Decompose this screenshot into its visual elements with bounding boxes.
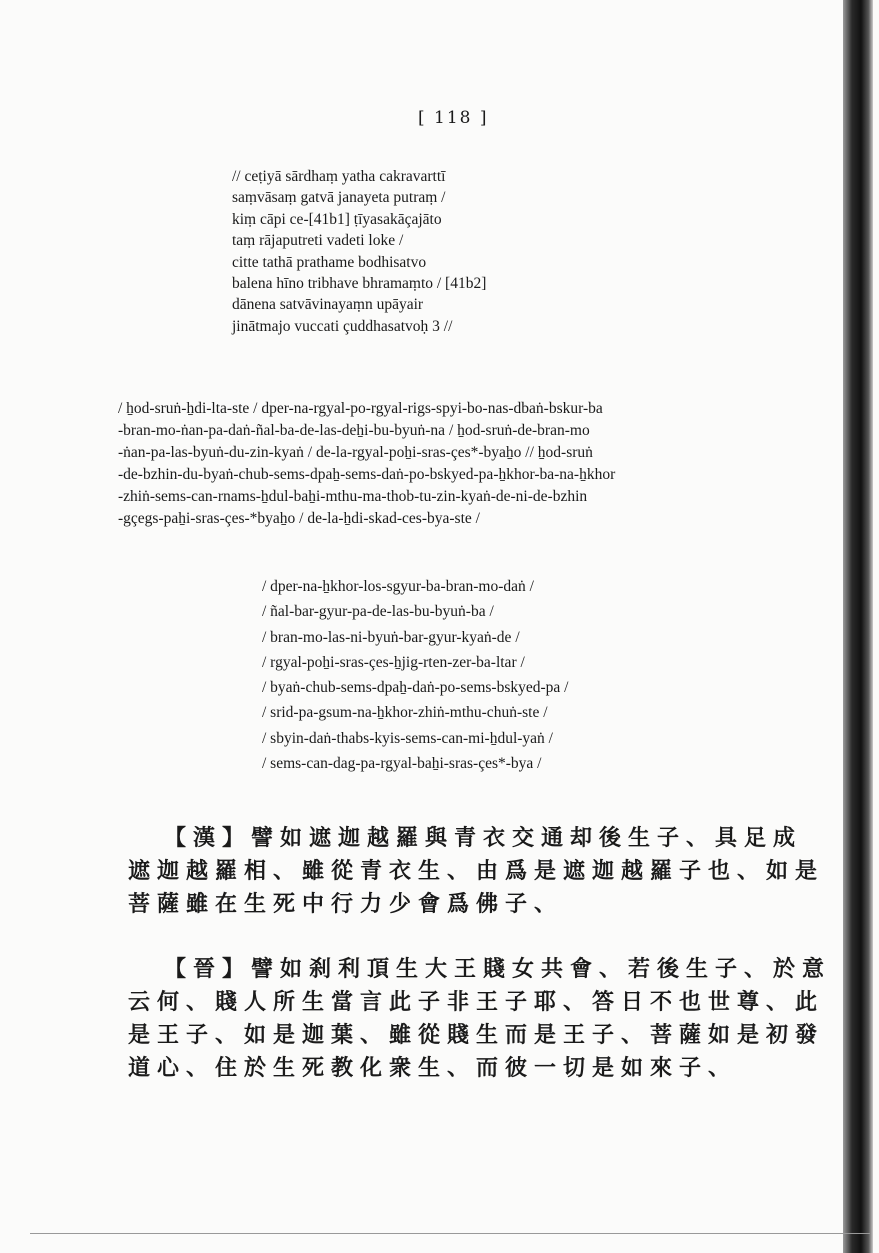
verse-line: kiṃ cāpi ce-[41b1] ṭīyasakāçajāto [232,210,442,228]
sanskrit-verse [232,166,486,337]
verse-line: saṃvāsaṃ gatvā janayeta putraṃ / [232,189,446,207]
verse-line: / bran-mo-las-ni-byuṅ-bar-gyur-kyaṅ-de / [262,628,520,646]
zh-line: 菩薩雖在生死中行力少會爲佛子、 [128,891,564,917]
verse-line: / byaṅ-chub-sems-dpaẖ-daṅ-po-sems-bskyed-pa / [262,679,569,697]
zh-line: 云何、賤人所生當言此子非王子耶、答日不也世尊、此 [128,989,825,1015]
verse-line: / srid-pa-gsum-na-ẖkhor-zhiṅ-mthu-chuṅ-ste / [262,704,548,722]
prose-line: -ṅan-pa-las-byuṅ-du-zin-kyaṅ / de-la-rgyal-poẖi-sras-çes*-byaẖo // ẖod-sruṅ [118,444,593,461]
zh-line: 【漢】譬如遮迦越羅與青衣交通却後生子、具足成 [164,825,803,851]
chinese-han-translation [128,822,825,921]
verse-line: balena hīno tribhave bhramaṃto / [41b2] [232,275,487,293]
chinese-jin-translation [128,953,832,1085]
verse-line: / ñal-bar-gyur-pa-de-las-bu-byuṅ-ba / [262,603,494,621]
verse-line: dānena satvāvinayaṃn upāyair [232,296,424,314]
verse-line: / rgyal-poẖi-sras-çes-ẖjig-rten-zer-ba-ltar / [262,653,525,671]
zh-line: 是王子、如是迦葉、雖從賤生而是王子、菩薩如是初發 [128,1022,825,1048]
prose-line: -zhiṅ-sems-can-rnams-ẖdul-baẖi-mthu-ma-thob-tu-zin-kyaṅ-de-ni-de-bzhin [118,488,588,505]
book-binding-edge [843,0,873,1253]
verse-line: // ceṭiyā sārdhaṃ yatha cakravarttī [232,168,446,185]
page-edge-line [30,1233,870,1234]
prose-line: -de-bzhin-du-byaṅ-chub-sems-dpaẖ-sems-daṅ-po-bskyed-pa-ẖkhor-ba-na-ẖkhor [118,466,616,483]
zh-line: 道心、住於生死教化衆生、而彼一切是如來子、 [128,1055,738,1081]
verse-line: jinātmajo vuccati çuddhasatvoḥ 3 // [232,317,453,335]
verse-line: / sbyin-daṅ-thabs-kyis-sems-can-mi-ẖdul-yaṅ / [262,729,553,747]
verse-line: / sems-can-dag-pa-rgyal-baẖi-sras-çes*-bya / [262,755,542,773]
page-number: [ 118 ] [418,108,489,128]
prose-line: -gçegs-paẖi-sras-çes-*byaẖo / de-la-ẖdi-skad-ces-bya-ste / [118,510,480,527]
prose-line: -bran-mo-ṅan-pa-daṅ-ñal-ba-de-las-deẖi-bu-byuṅ-na / ẖod-sruṅ-de-bran-mo [118,422,590,439]
verse-line: / dper-na-ẖkhor-los-sgyur-ba-bran-mo-daṅ / [262,578,534,595]
tibetan-verse [262,574,568,776]
prose-line: / ẖod-sruṅ-ẖdi-lta-ste / dper-na-rgyal-po-rgyal-rigs-spyi-bo-nas-dbaṅ-bskur-ba [118,400,603,417]
verse-line: citte tathā prathame bodhisatvo [232,253,427,271]
verse-line: taṃ rājaputreti vadeti loke / [232,232,404,250]
zh-line: 【晉】譬如刹利頂生大王賤女共會、若後生子、於意 [164,956,832,982]
zh-line: 遮迦越羅相、雖從青衣生、由爲是遮迦越羅子也、如是 [128,858,825,884]
tibetan-prose [118,398,798,530]
